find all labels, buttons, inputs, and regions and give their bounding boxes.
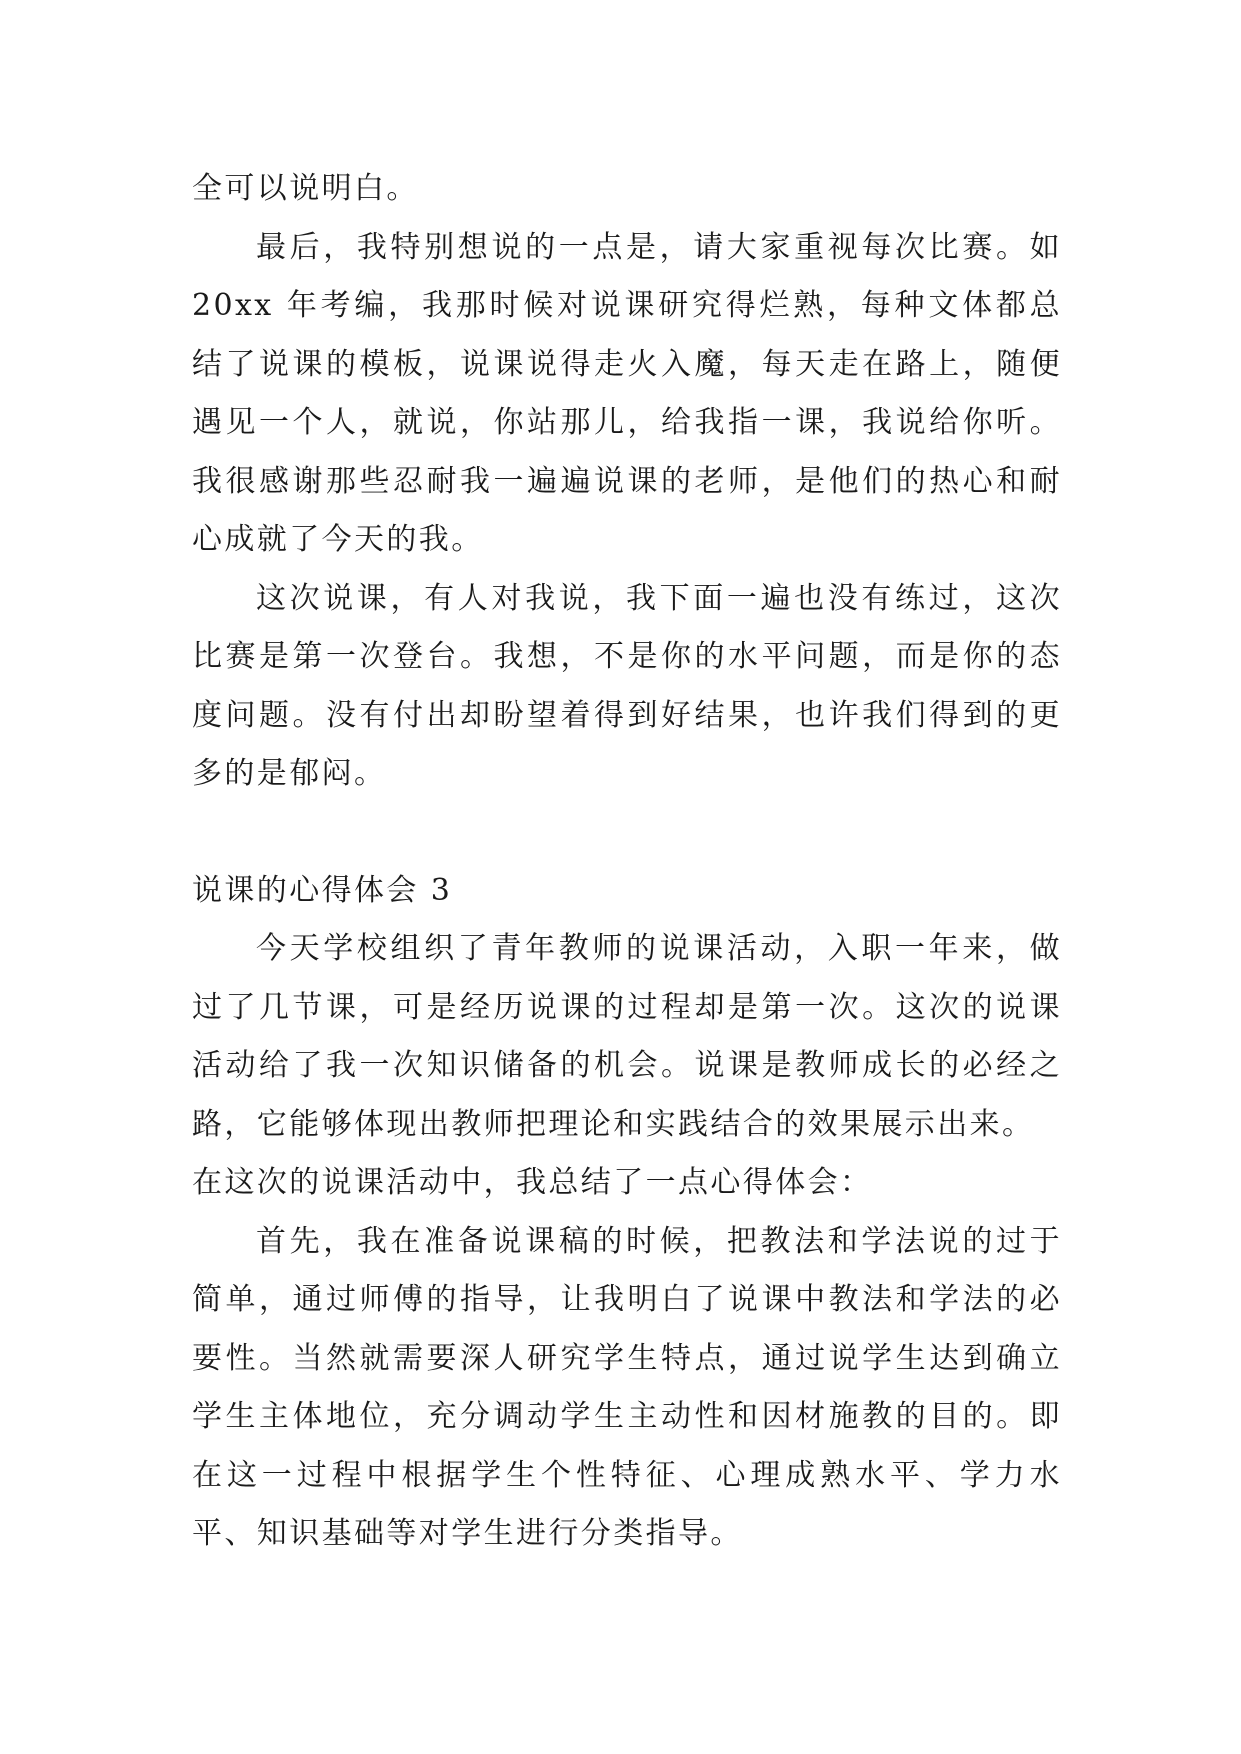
document-body [192,160,1062,1564]
paragraph-summary-lead: 在这次的说课活动中，我总结了一点心得体会： [192,1165,873,1200]
paragraph-first-point: 首先，我在准备说课稿的时候，把教法和学法说的过于简单，通过师傅的指导，让我明白了说课中教法和学法的必要性。当然就需要深人研究学生特点，通过说学生达到确立学生主体地位，充分调动学生主动性和因材施教的目的。即在这一过程中根据学生个性特征、心理成熟水平、学力水平、知识基础等对学生进行分类指导。 [192,1223,1062,1551]
section-title: 说课的心得体会 3 [192,872,453,908]
continuation-paragraph: 全可以说明白。 [192,171,419,206]
paragraph-intro: 今天学校组织了青年教师的说课活动，入职一年来，做过了几节课，可是经历说课的过程却是第一次。这次的说课活动给了我一次知识储备的机会。说课是教师成长的必经之路，它能够体现出教师把理论和实践结合的效果展示出来。 [192,931,1062,1142]
section-spacer [192,804,1062,862]
paragraph-attitude: 这次说课，有人对我说，我下面一遍也没有练过，这次比赛是第一次登台。我想，不是你的水平问题，而是你的态度问题。没有付出却盼望着得到好结果，也许我们得到的更多的是郁闷。 [192,580,1062,791]
paragraph-competition: 最后，我特别想说的一点是，请大家重视每次比赛。如20xx 年考编，我那时候对说课研究得烂熟，每种文体都总结了说课的模板，说课说得走火入魔，每天走在路上，随便遇见一个人，就说，你站那儿，给我指一课，我说给你听。我很感谢那些忍耐我一遍遍说课的老师，是他们的热心和耐心成就了今天的我。 [192,229,1062,557]
